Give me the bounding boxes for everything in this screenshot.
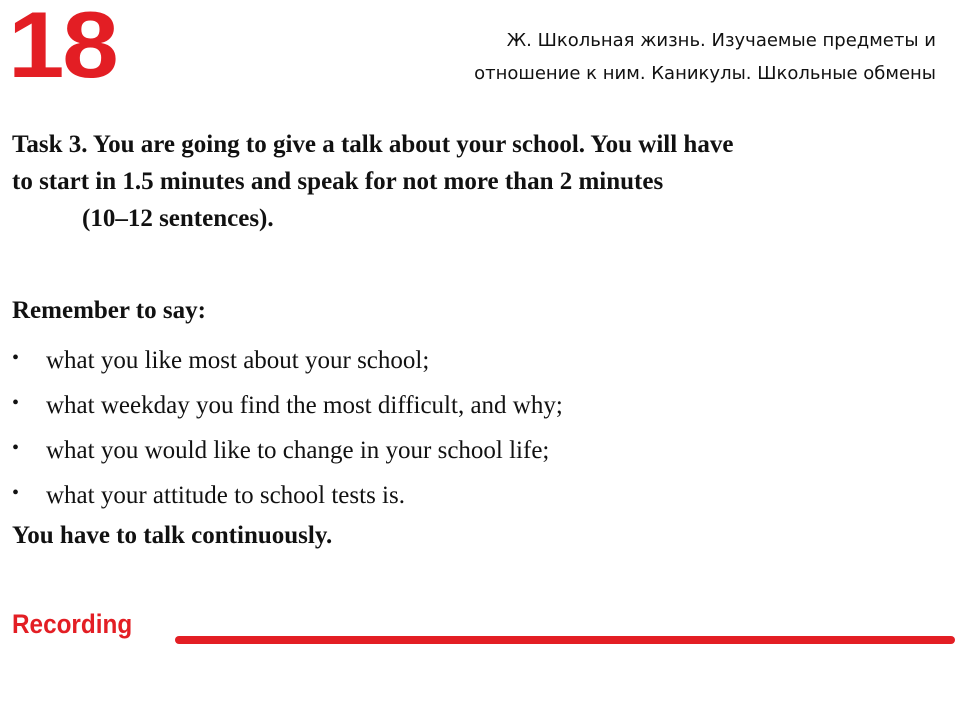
talking-points-list [12, 338, 563, 518]
remember-heading: Remember to say: [12, 297, 206, 324]
list-item-text: what you would like to change in your school life; [46, 437, 550, 464]
list-item [12, 428, 563, 473]
task-line-3: (10–12 sentences). [82, 205, 274, 232]
list-item [12, 383, 563, 428]
section-title [316, 24, 936, 90]
slide-number: 18 [8, 0, 117, 97]
section-title-line-2: отношение к ним. Каникулы. Школьные обмены [474, 63, 936, 84]
task-line-1: Task 3. You are going to give a talk about your school. You will have [12, 131, 734, 158]
list-item-text: what your attitude to school tests is. [46, 482, 405, 509]
list-item-text: what weekday you find the most difficult, and why; [46, 392, 563, 419]
bullet-icon: • [12, 392, 20, 414]
bullet-icon: • [12, 437, 20, 459]
task-line-2: to start in 1.5 minutes and speak for not more than 2 minutes [12, 168, 664, 195]
bullet-icon: • [12, 482, 20, 504]
recording-progress-bar [175, 636, 955, 644]
list-item-text: what you like most about your school; [46, 347, 430, 374]
task-instructions [12, 126, 952, 237]
closing-instruction: You have to talk continuously. [12, 522, 333, 549]
recording-label: Recording [12, 609, 133, 639]
list-item [12, 338, 563, 383]
list-item [12, 473, 563, 518]
section-title-line-1: Ж. Школьная жизнь. Изучаемые предметы и [506, 30, 936, 51]
bullet-icon: • [12, 347, 20, 369]
